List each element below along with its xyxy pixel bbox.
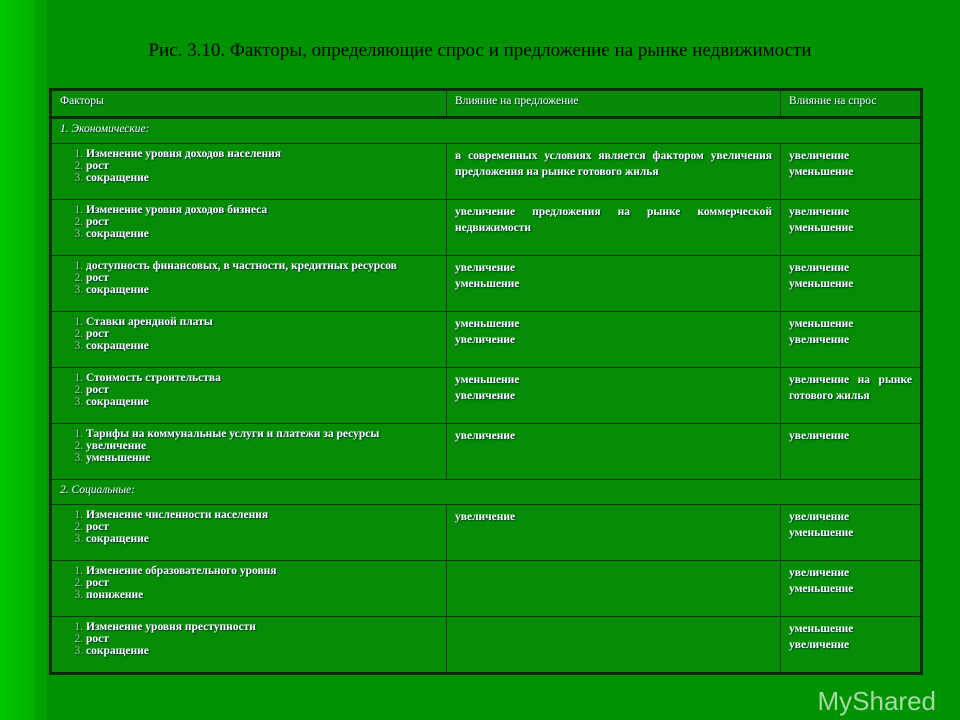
factor-list [60, 316, 438, 352]
factor-item: 1. Стоимость строительства [86, 372, 438, 384]
factor-list [60, 204, 438, 240]
supply-value: увеличение [455, 262, 516, 274]
demand-value: уменьшение [789, 583, 854, 595]
factor-item: 3. сокращение [86, 340, 438, 352]
factor-item: 2. рост [86, 272, 438, 284]
demand-value: увеличение [789, 511, 850, 523]
section-row [51, 118, 922, 144]
demand-value: увеличение [789, 150, 850, 162]
factor-item: 1. доступность финансовых, в частности, кредитных ресурсов [86, 260, 438, 272]
header-factors: Факторы [51, 90, 447, 118]
factor-item: 3. сокращение [86, 645, 438, 657]
factor-list [60, 621, 438, 657]
supply-cell [447, 424, 781, 480]
factor-list [60, 509, 438, 545]
demand-value: увеличение [789, 639, 850, 651]
table-row [51, 617, 922, 674]
demand-value: увеличение [789, 567, 850, 579]
supply-cell [447, 617, 781, 674]
factor-item: 3. сокращение [86, 284, 438, 296]
demand-cell [781, 312, 922, 368]
factor-item: 2. рост [86, 328, 438, 340]
demand-value: уменьшение [789, 623, 854, 635]
table-row [51, 256, 922, 312]
demand-cell [781, 617, 922, 674]
section-row [51, 480, 922, 505]
demand-cell [781, 561, 922, 617]
factor-item: 3. сокращение [86, 396, 438, 408]
supply-cell [447, 368, 781, 424]
factor-item: 2. рост [86, 384, 438, 396]
factor-item: 1. Изменение образовательного уровня [86, 565, 438, 577]
factor-list [60, 260, 438, 296]
factor-cell [51, 424, 447, 480]
supply-value: уменьшение [455, 374, 520, 386]
background-strip [0, 0, 35, 720]
factor-item: 2. рост [86, 216, 438, 228]
supply-cell [447, 144, 781, 200]
factor-list [60, 565, 438, 601]
factor-item: 1. Тарифы на коммунальные услуги и платежи за ресурсы [86, 428, 438, 440]
factor-item: 1. Изменение уровня преступности [86, 621, 438, 633]
table-row [51, 200, 922, 256]
demand-value: уменьшение [789, 318, 854, 330]
table-row [51, 368, 922, 424]
demand-cell [781, 368, 922, 424]
table-row [51, 312, 922, 368]
table-row [51, 144, 922, 200]
demand-value: увеличение [789, 334, 850, 346]
demand-value: увеличение [789, 206, 850, 218]
supply-value: увеличение предложения на рынке коммерческой недвижимости [455, 206, 772, 234]
section-label: 2. Социальные: [51, 480, 922, 505]
demand-cell [781, 505, 922, 561]
demand-value: уменьшение [789, 527, 854, 539]
demand-value: уменьшение [789, 278, 854, 290]
supply-value: увеличение [455, 334, 516, 346]
demand-cell [781, 424, 922, 480]
table-header [51, 90, 922, 118]
factor-item: 2. рост [86, 521, 438, 533]
supply-value: увеличение [455, 430, 516, 442]
supply-value: уменьшение [455, 278, 520, 290]
header-supply: Влияние на предложение [447, 90, 781, 118]
table-row [51, 561, 922, 617]
factor-item: 2. рост [86, 160, 438, 172]
background-band [35, 0, 47, 720]
factor-item: 3. сокращение [86, 228, 438, 240]
factor-item: 3. уменьшение [86, 452, 438, 464]
factor-item: 2. рост [86, 577, 438, 589]
factor-cell [51, 368, 447, 424]
factor-cell [51, 505, 447, 561]
demand-cell [781, 200, 922, 256]
supply-value: уменьшение [455, 318, 520, 330]
demand-value: уменьшение [789, 222, 854, 234]
factor-item: 3. понижение [86, 589, 438, 601]
supply-value: увеличение [455, 511, 516, 523]
supply-value: увеличение [455, 390, 516, 402]
factor-list [60, 428, 438, 464]
demand-value: увеличение [789, 262, 850, 274]
demand-value: увеличение [789, 430, 850, 442]
factor-list [60, 148, 438, 184]
factor-item: 1. Изменение уровня доходов бизнеса [86, 204, 438, 216]
factor-item: 1. Изменение численности населения [86, 509, 438, 521]
section-label: 1. Экономические: [51, 118, 922, 144]
table-row [51, 424, 922, 480]
demand-value: уменьшение [789, 166, 854, 178]
factors-table [49, 88, 923, 675]
factor-cell [51, 200, 447, 256]
factor-item: 3. сокращение [86, 533, 438, 545]
slide-title: Рис. 3.10. Факторы, определяющие спрос и предложение на рынке недвижимости [148, 40, 812, 61]
demand-cell [781, 144, 922, 200]
factor-list [60, 372, 438, 408]
supply-cell [447, 200, 781, 256]
factor-cell [51, 144, 447, 200]
factor-cell [51, 312, 447, 368]
factor-cell [51, 561, 447, 617]
supply-cell [447, 312, 781, 368]
demand-cell [781, 256, 922, 312]
supply-value: в современных условиях является фактором увеличения предложения на рынке готового жилья [455, 150, 772, 178]
factor-cell [51, 256, 447, 312]
factor-item: 2. увеличение [86, 440, 438, 452]
supply-cell [447, 256, 781, 312]
demand-value: увеличение на рынке готового жилья [789, 374, 912, 402]
supply-cell [447, 505, 781, 561]
factor-cell [51, 617, 447, 674]
factor-item: 2. рост [86, 633, 438, 645]
factor-item: 3. сокращение [86, 172, 438, 184]
table-row [51, 505, 922, 561]
factor-item: 1. Ставки арендной платы [86, 316, 438, 328]
factor-item: 1. Изменение уровня доходов населения [86, 148, 438, 160]
header-demand: Влияние на спрос [781, 90, 922, 118]
watermark: MyShared [817, 686, 936, 716]
supply-cell [447, 561, 781, 617]
